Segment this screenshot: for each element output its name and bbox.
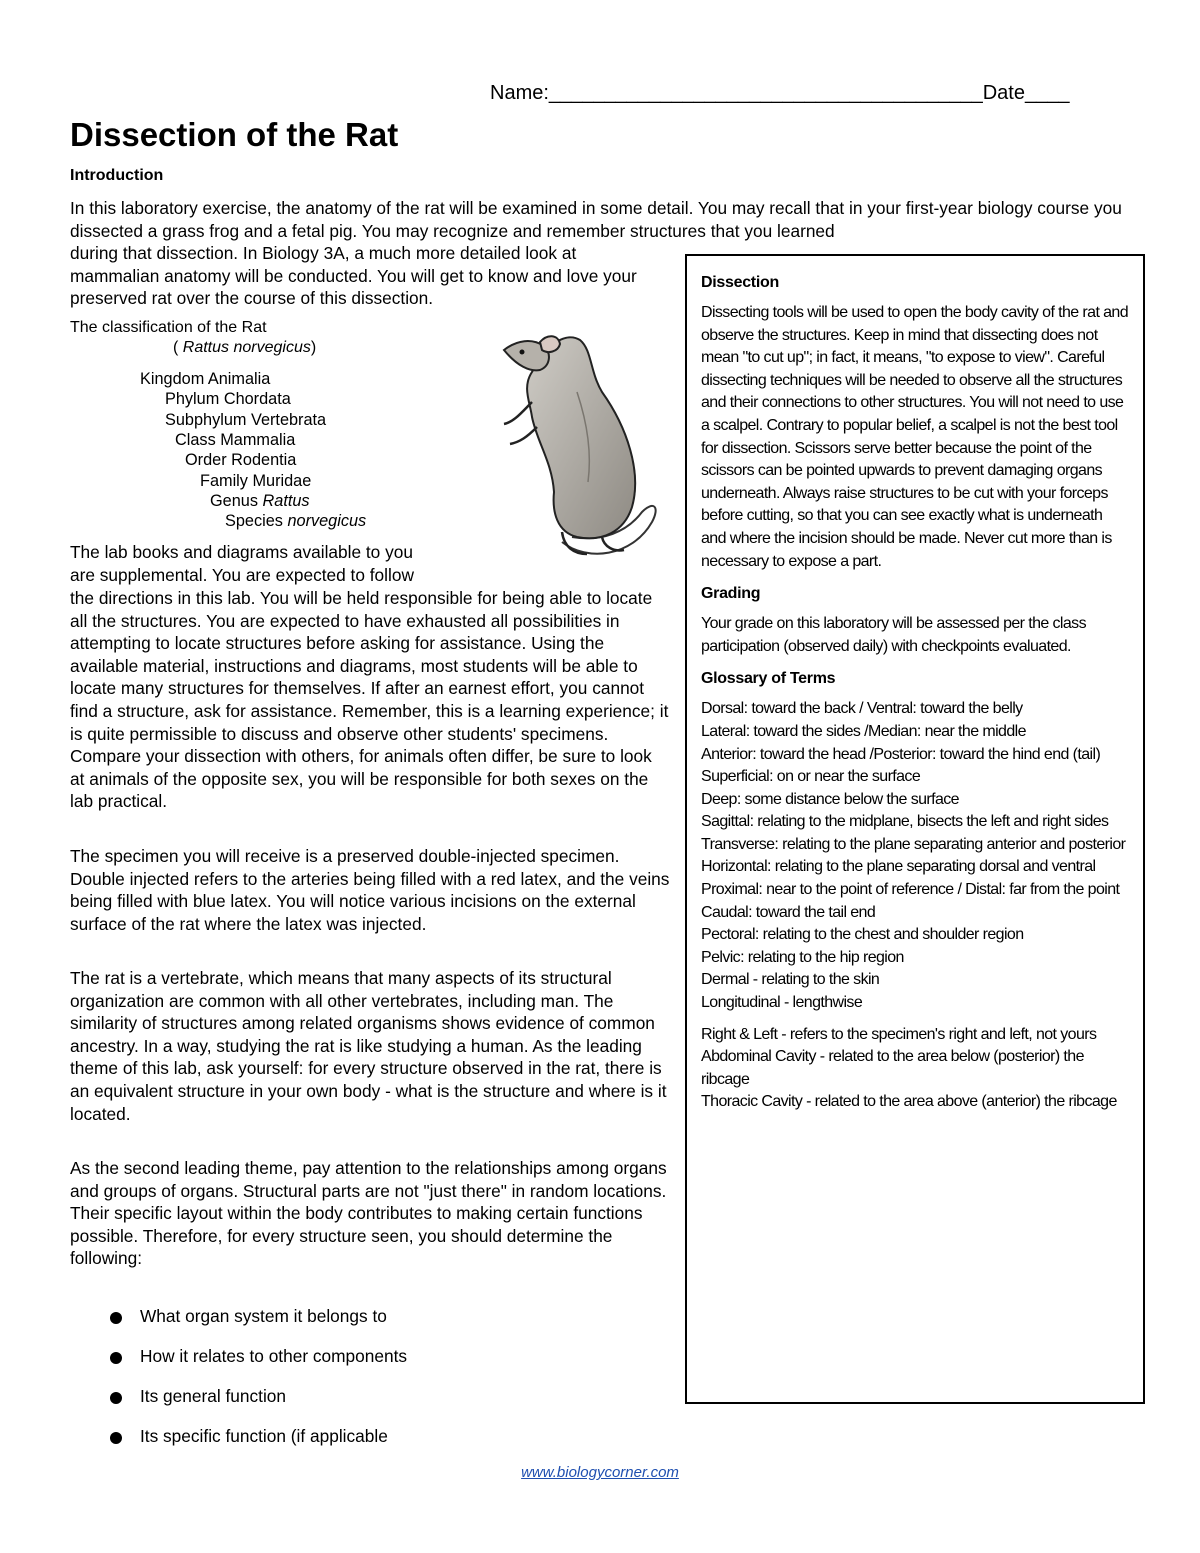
sidebar-box [685,254,1145,1404]
taxonomy-family: Family Muridae [200,472,312,490]
glossary-list [701,698,1129,1014]
glossary-term: Proximal: near to the point of reference / Distal: far from the point [701,881,1120,899]
body-paragraph-3: The rat is a vertebrate, which means that many aspects of its structural organization are common with all other vertebrates, including man. The similarity of structures among related organisms shows evidence of common ancestry. In a way, studying the rat is like studying a human. As the leading theme of this lab, ask yourself: for every structure observed in the rat, there is an equivalent structure in your own body - what is the structure and where is it located. [70,968,667,1124]
body-paragraph-4: As the second leading theme, pay attention to the relationships among organs and groups of organs. Structural parts are not "just there" in random locations. Their specific layout within the body contributes to making certain functions possible. Therefore, for every structure seen, you should determine the following: [70,1158,667,1269]
bullet-icon [110,1352,122,1364]
taxonomy-subphylum: Subphylum Vertebrata [165,411,327,429]
scientific-name-line [70,338,316,358]
taxonomy-class: Class Mammalia [175,431,296,449]
glossary-term: Lateral: toward the sides /Median: near the middle [701,722,1026,740]
body-paragraph-1b: are supplemental. You are expected to follow [70,565,414,585]
glossary-term: Right & Left - refers to the specimen's right and left, not yours [701,1025,1097,1043]
glossary-term: Pelvic: relating to the hip region [701,948,904,966]
glossary-term: Thoracic Cavity - related to the area above (anterior) the ribcage [701,1093,1117,1111]
taxonomy-phylum: Phylum Chordata [165,390,291,408]
glossary-term: Horizontal: relating to the plane separating dorsal and ventral [701,858,1096,876]
glossary-term: Anterior: toward the head /Posterior: toward the hind end (tail) [701,745,1101,763]
classification-heading [70,318,316,358]
glossary-term: Longitudinal - lengthwise [701,994,863,1012]
bullet-icon [110,1392,122,1404]
glossary-term: Pectoral: relating to the chest and shoulder region [701,926,1024,944]
glossary-term: Caudal: toward the tail end [701,903,876,921]
glossary-list-2 [701,1024,1129,1114]
grading-heading: Grading [701,585,761,603]
glossary-term: Sagittal: relating to the midplane, bisects the left and right sides [701,813,1109,831]
body-paragraph-1c: the directions in this lab. You will be held responsible for being able to locate all the structures. You are expected to have exhausted all possibilities in attempting to locate structures before asking for assistance. Using the available material, instructions and diagrams, most students will be able to locate many structures for themselves. If after an earnest effort, you cannot find a structure, ask for assistance. Remember, this is a learning experience; it is quite permissible to discuss and observe other students' specimens. Compare your dissection with others, for animals often differ, be sure to look at animals of the opposite sex, you will be responsible for both sexes on the lab practical. [70,588,669,812]
glossary-term: Superficial: on or near the surface [701,768,921,786]
glossary-term: Dorsal: toward the back / Ventral: toward the belly [701,700,1023,718]
dissection-heading: Dissection [701,274,779,291]
intro-paragraph-full: In this laboratory exercise, the anatomy of the rat will be examined in some detail. You may recall that in your first-year biology course you dissected a grass frog and a fetal pig. You may recognize and remember structures that you learned [70,198,1122,241]
body-paragraph-2: The specimen you will receive is a preserved double-injected specimen. Double injected refers to the arteries being filled with a red latex, and the veins being filled with blue latex. You will notice various incisions on the external surface of the rat where the latex was injected. [70,846,670,934]
bullet-icon [110,1432,122,1444]
paren-open: ( [173,339,183,356]
glossary-term: Transverse: relating to the plane separating anterior and posterior [701,835,1126,853]
glossary-term: Deep: some distance below the surface [701,790,959,808]
footer [0,1464,1200,1482]
dissection-text: Dissecting tools will be used to open the body cavity of the rat and observe the structures. Keep in mind that dissecting does not mean "to cut up"; in fact, it means, "to expose to view". Careful dissecting techniques will be needed to observe all the structures and their connections to other structures. You will not need to use a scalpel. Contrary to popular belief, a scalpel is not the best tool for dissection. Scissors serve better because the point of the scissors can be pointed upwards to prevent damaging organs underneath. Always raise structures to be cut with your forceps before cutting, so that you can see exactly what is underneath and where the incision should be made. Never cut more than is necessary to expose a part. [701,304,1129,570]
glossary-term: Dermal - relating to the skin [701,971,880,989]
taxonomy-order: Order Rodentia [185,451,297,469]
footer-link[interactable]: www.biologycorner.com [521,1464,679,1481]
taxonomy-genus: Genus Rattus [210,492,310,510]
list-item: What organ system it belongs to [100,1306,407,1346]
list-item: Its general function [100,1386,407,1426]
determination-list [100,1306,407,1466]
bullet-icon [110,1312,122,1324]
intro-paragraph-narrow: during that dissection. In Biology 3A, a much more detailed look at mammalian anatomy will be conducted. You will get to know and love your preserved rat over the course of this dissection. [70,243,637,309]
taxonomy-kingdom: Kingdom Animalia [140,370,271,388]
list-item: How it relates to other components [100,1346,407,1386]
grading-text: Your grade on this laboratory will be assessed per the class participation (observed daily) with checkpoints evaluated. [701,615,1086,655]
glossary-heading: Glossary of Terms [701,670,836,688]
rat-illustration [492,332,662,572]
scientific-name: Rattus norvegicus [182,339,311,356]
list-item: Its specific function (if applicable [100,1426,407,1466]
body-paragraph-1a: The lab books and diagrams available to you [70,542,413,562]
classification-title: The classification of the Rat [70,319,267,336]
name-date-line: Name:_______________________________________Date____ [490,82,1070,104]
glossary-term: Abdominal Cavity - related to the area below (posterior) the ribcage [701,1048,1084,1088]
introduction-heading: Introduction [70,167,164,184]
paren-close: ) [310,339,317,356]
page-title: Dissection of the Rat [70,116,399,153]
taxonomy-species: Species norvegicus [225,512,367,530]
